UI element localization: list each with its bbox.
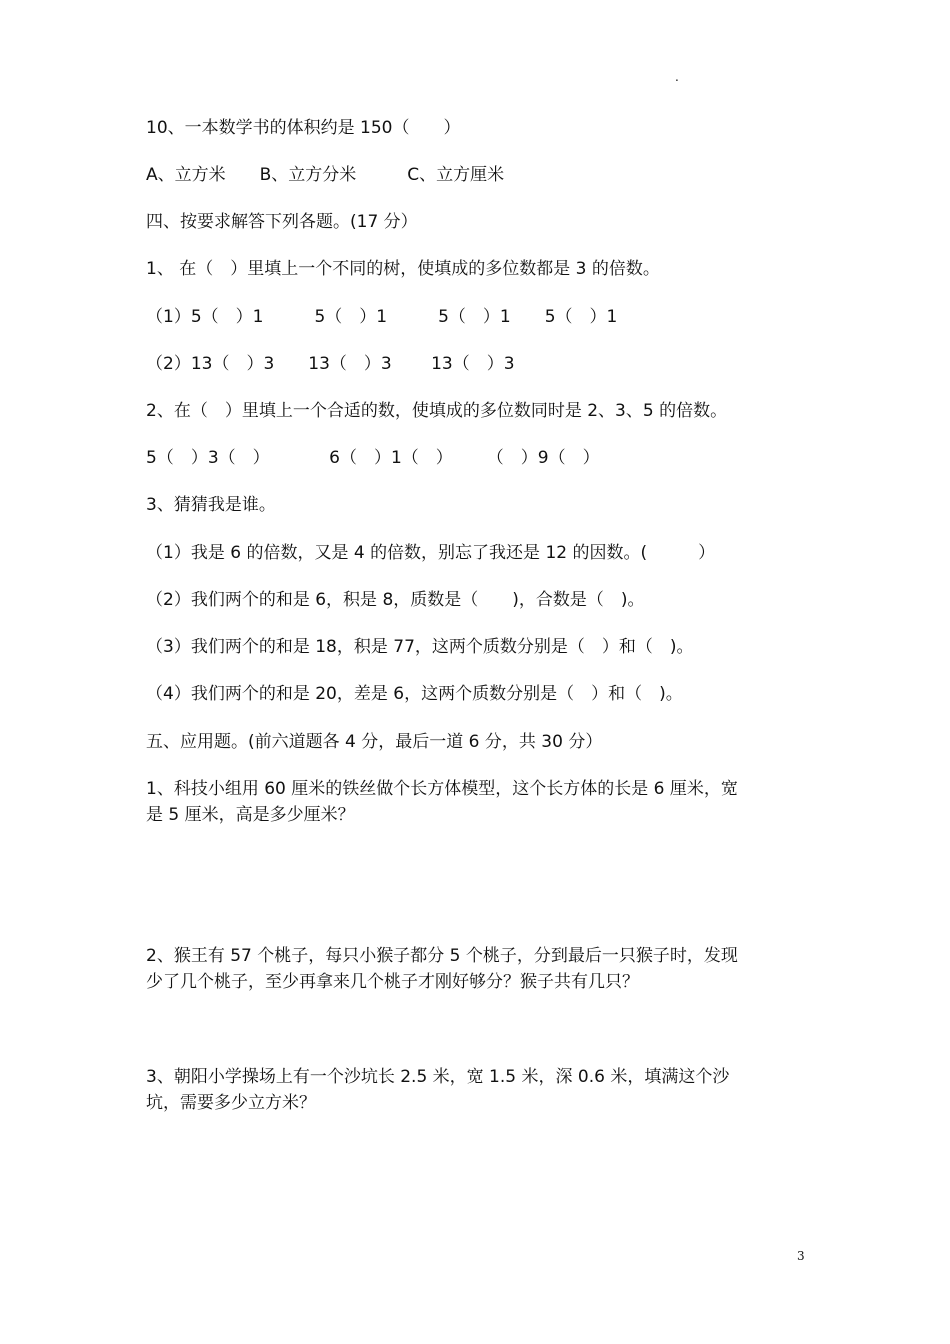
problem-2-line-1: 2、猴王有 57 个桃子，每只小猴子都分 5 个桃子，分到最后一只猴子时，发现 (146, 946, 738, 966)
application-problem-3 (146, 1064, 811, 1116)
header-dot: . (675, 70, 679, 84)
section-4-question-1: 1、 在（ ）里填上一个不同的树，使填成的多位数都是 3 的倍数。 (146, 259, 660, 279)
problem-1-line-2: 是 5 厘米，高是多少厘米？ (146, 805, 355, 825)
section-4-question-3-part-3: （3）我们两个的和是 18，积是 77，这两个质数分别是（ ）和（ )。 (146, 637, 694, 657)
section-4-question-3-part-2: （2）我们两个的和是 6，积是 8，质数是（ )，合数是（ )。 (146, 590, 645, 610)
application-problem-2 (146, 943, 811, 995)
section-4-question-3-part-1: （1）我是 6 的倍数，又是 4 的倍数，别忘了我还是 12 的因数。( ） (146, 543, 716, 563)
problem-3-line-1: 3、朝阳小学操场上有一个沙坑长 2.5 米，宽 1.5 米，深 0.6 米，填满这个沙 (146, 1067, 730, 1087)
problem-1-line-1: 1、科技小组用 60 厘米的铁丝做个长方体模型，这个长方体的长是 6 厘米，宽 (146, 779, 738, 799)
application-problem-1 (146, 776, 811, 828)
section-5-title: 五、应用题。(前六道题各 4 分，最后一道 6 分，共 30 分） (146, 732, 603, 752)
section-4-title: 四、按要求解答下列各题。(17 分） (146, 212, 418, 232)
section-4-question-2: 2、在（ ）里填上一个合适的数，使填成的多位数同时是 2、3、5 的倍数。 (146, 401, 728, 421)
section-4-question-1-row-1: （1）5（ ）1 5（ ）1 5（ ）1 5（ ）1 (146, 307, 618, 327)
section-4-question-3-part-4: （4）我们两个的和是 20，差是 6，这两个质数分别是（ ）和（ )。 (146, 684, 683, 704)
problem-3-line-2: 坑，需要多少立方米？ (146, 1093, 316, 1113)
question-10-options: A、立方米 B、立方分米 C、立方厘米 (146, 165, 505, 185)
section-4-question-2-row: 5（ ）3（ ） 6（ ）1（ ） （ ）9（ ） (146, 448, 600, 468)
problem-2-line-2: 少了几个桃子，至少再拿来几个桃子才刚好够分？猴子共有几只？ (146, 972, 639, 992)
section-4-question-3: 3、猜猜我是谁。 (146, 495, 276, 515)
page-number: 3 (797, 1249, 805, 1263)
question-10: 10、一本数学书的体积约是 150（ ） (146, 118, 461, 138)
section-4-question-1-row-2: （2）13（ ）3 13（ ）3 13（ ）3 (146, 354, 515, 374)
